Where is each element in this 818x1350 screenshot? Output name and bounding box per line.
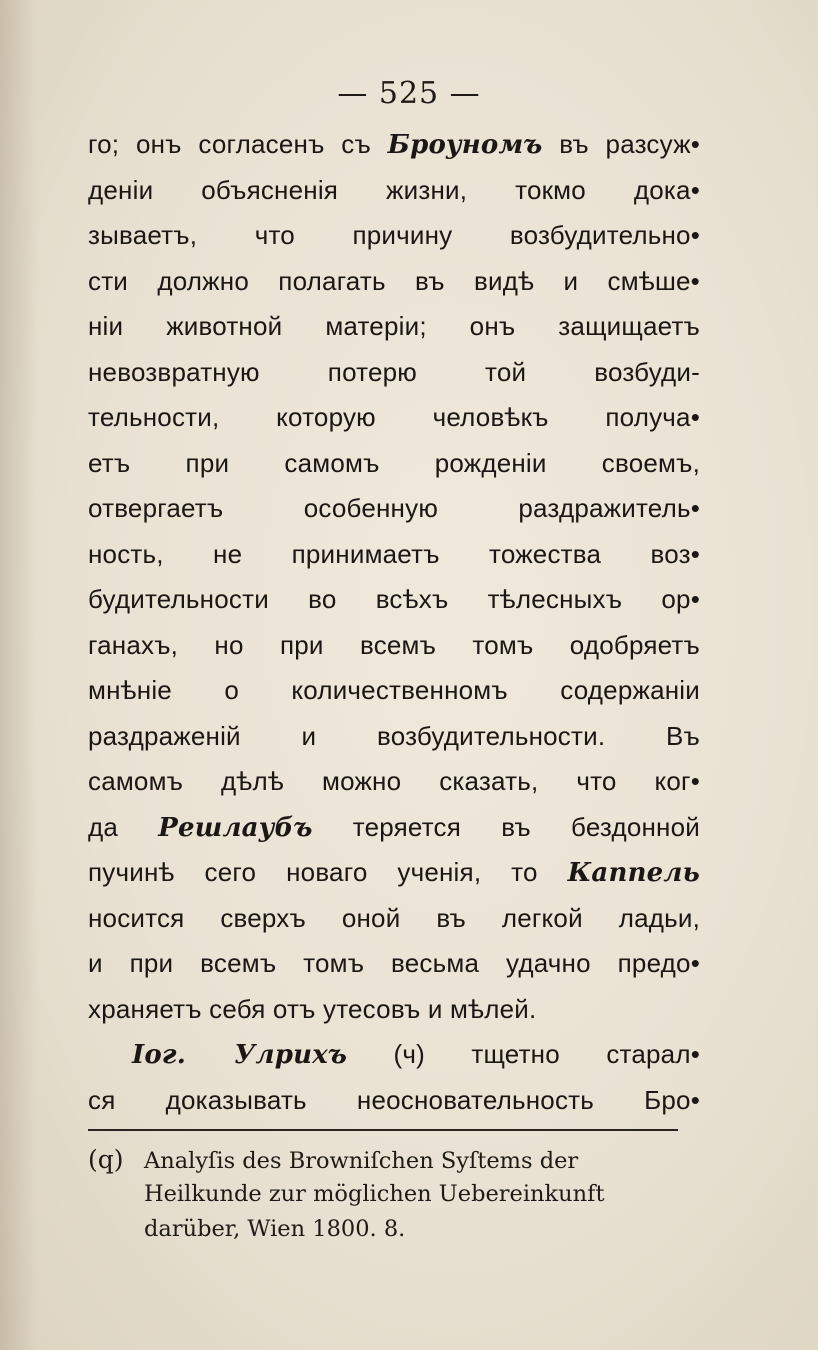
footnote: [88, 1142, 688, 1247]
text-line: [88, 987, 700, 1033]
text-line: [88, 850, 700, 896]
text-segment: да: [88, 811, 159, 842]
text-segment: въ разсуж•: [542, 129, 700, 159]
text-line: [88, 759, 700, 805]
paragraph-2: [88, 1032, 700, 1123]
text-segment: тельности, которую человѣкъ получа•: [88, 402, 700, 432]
text-segment: пучинѣ сего новаго ученія, то: [88, 857, 568, 887]
text-line: [88, 168, 700, 214]
text-segment: храняетъ себя отъ утесовъ и мѣлей.: [88, 993, 537, 1024]
text-segment: го; онъ согласенъ съ: [88, 129, 388, 159]
text-segment: (ч) тщетно старал•: [347, 1039, 700, 1069]
text-line: [88, 350, 700, 396]
text-line: [88, 577, 700, 623]
text-line: [88, 259, 700, 305]
text-line: [88, 304, 700, 350]
text-line: [88, 1078, 700, 1124]
body-text: [88, 122, 700, 1123]
italic-name: Каппель: [567, 858, 700, 888]
text-segment: невозвратную потерю той возбуди-: [88, 356, 700, 387]
text-segment: отвергаетъ особенную раздражитель•: [88, 493, 700, 523]
text-line: [88, 213, 700, 259]
page-number: — 525 —: [337, 76, 481, 111]
text-segment: теряется въ бездонной: [312, 811, 700, 842]
text-line: [88, 441, 700, 487]
text-segment: сти должно полагать въ видѣ и смѣше•: [88, 265, 700, 296]
text-segment: ся доказывать неосновательность Бро•: [88, 1084, 700, 1115]
text-segment: и при всемъ томъ весьма удачно предо•: [88, 948, 700, 978]
text-segment: носится сверхъ оной въ легкой ладьи,: [88, 902, 700, 933]
text-line: [88, 714, 700, 760]
italic-name: Броуномъ: [387, 130, 543, 160]
text-line: [88, 395, 700, 441]
footnote-line: [88, 1142, 688, 1177]
italic-name: Решлаубъ: [158, 812, 313, 843]
text-segment: деніи объясненія жизни, токмо дока•: [88, 174, 700, 205]
footnote-line: Heilkunde zur möglichen Uebereinkunft: [144, 1181, 605, 1207]
italic-name: Іог. Улрихъ: [132, 1040, 348, 1070]
text-line: [88, 532, 700, 578]
text-segment: зываетъ, что причину возбудительно•: [88, 220, 700, 250]
footnote-marker: (q): [88, 1145, 124, 1174]
text-line: [88, 805, 700, 851]
text-line: [88, 486, 700, 532]
text-line: [88, 896, 700, 942]
text-segment: раздраженій и возбудительности. Въ: [88, 720, 700, 751]
text-line: [88, 668, 700, 714]
text-line: [88, 623, 700, 669]
text-segment: ніи животной матеріи; онъ защищаетъ: [88, 311, 700, 341]
text-segment: мнѣніе о количественномъ содержаніи: [88, 675, 700, 705]
text-segment: самомъ дѣлѣ можно сказать, что ког•: [88, 766, 700, 796]
text-line: [88, 941, 700, 987]
text-segment: ганахъ, но при всемъ томъ одобряетъ: [88, 629, 700, 660]
text-segment: етъ при самомъ рожденіи своемъ,: [88, 447, 700, 478]
paragraph-1: [88, 122, 700, 1032]
gutter-shadow: [0, 0, 38, 1350]
footnote-text: Analyſis des Browniſchen Syſtems der: [144, 1148, 579, 1174]
text-segment: будительности во всѣхъ тѣлесныхъ ор•: [88, 584, 700, 614]
footnote-rule: [88, 1129, 678, 1131]
text-line: [88, 1032, 700, 1078]
text-line: [88, 122, 700, 168]
text-segment: ность, не принимаетъ тожества воз•: [88, 538, 700, 569]
footnote-line: darüber, Wien 1800. 8.: [144, 1216, 406, 1242]
